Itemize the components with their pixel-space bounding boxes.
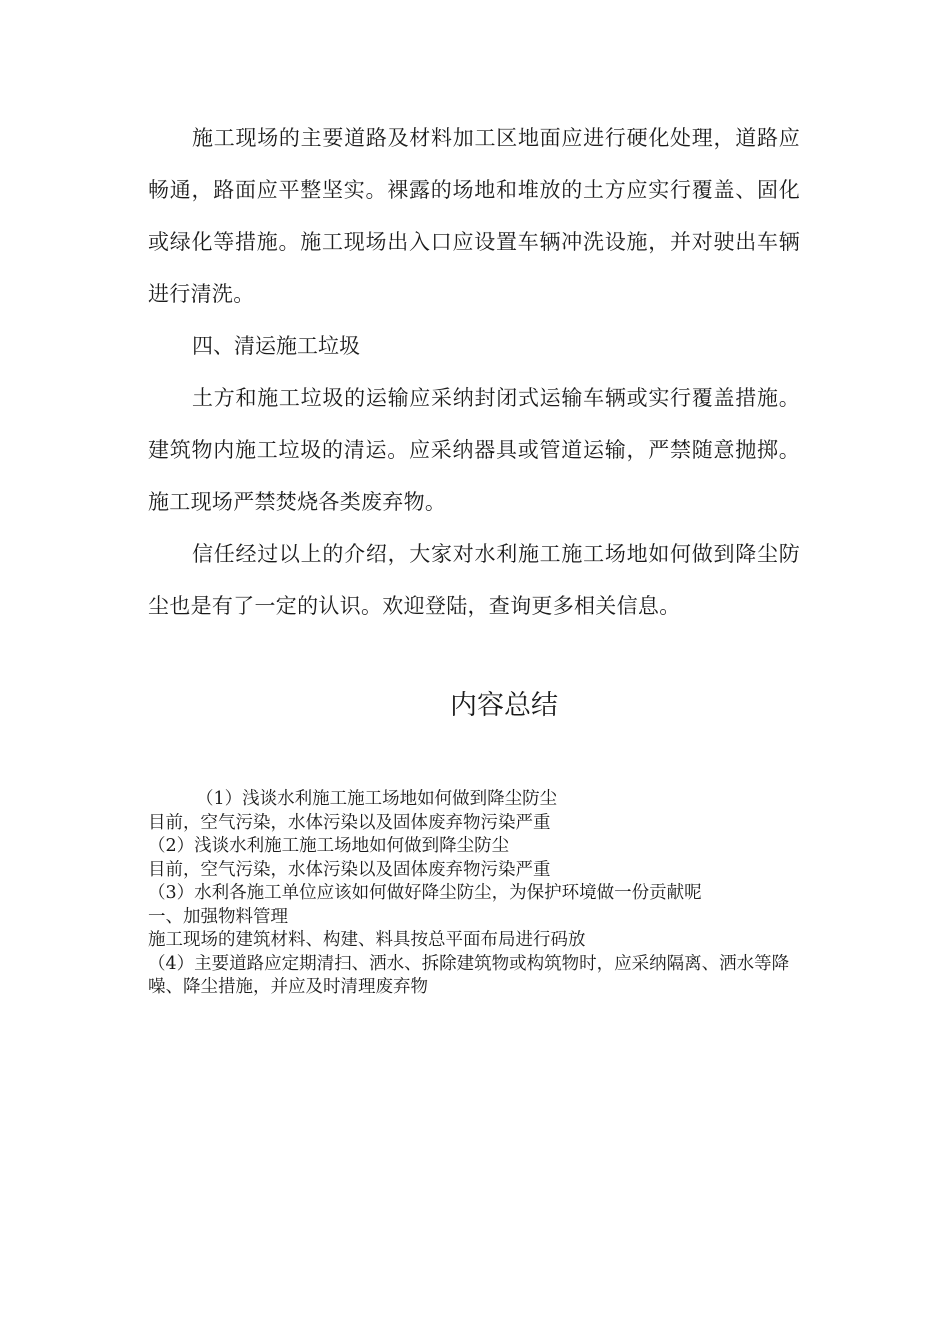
summary-title: 内容总结 [450, 690, 558, 721]
summary-line: （4）主要道路应定期清扫、洒水、拆除建筑物或构筑物时，应采纳隔离、洒水等降噪、降尘措施，并应及时清理废弃物 [148, 953, 790, 997]
paragraph-road-hardening: 施工现场的主要道路及材料加工区地面应进行硬化处理，道路应畅通，路面应平整坚实。裸露的场地和堆放的土方应实行覆盖、固化或绿化等措施。施工现场出入口应设置车辆冲洗设施，并对驶出车辆进行清洗。 [148, 126, 800, 306]
summary-line: （3）水利各施工单位应该如何做好降尘防尘，为保护环境做一份贡献呢 [148, 883, 702, 903]
summary-line: 一、加强物料管理 [148, 906, 288, 927]
summary-line: （2）浅谈水利施工施工场地如何做到降尘防尘 [148, 836, 510, 856]
paragraph-garbage-transport: 土方和施工垃圾的运输应采纳封闭式运输车辆或实行覆盖措施。建筑物内施工垃圾的清运。应采纳器具或管道运输，严禁随意抛掷。施工现场严禁焚烧各类废弃物。 [148, 386, 800, 514]
summary-line: 目前，空气污染，水体污染以及固体废弃物污染严重 [148, 859, 551, 880]
summary-block [148, 788, 800, 1000]
paragraph-closing: 信任经过以上的介绍，大家对水利施工施工场地如何做到降尘防尘也是有了一定的认识。欢迎登陆，查询更多相关信息。 [148, 542, 800, 618]
section-heading-garbage-removal: 四、清运施工垃圾 [192, 334, 360, 358]
summary-line: （1）浅谈水利施工施工场地如何做到降尘防尘 [196, 789, 558, 809]
summary-line: 目前，空气污染，水体污染以及固体废弃物污染严重 [148, 812, 551, 833]
summary-line: 施工现场的建筑材料、构建、料具按总平面布局进行码放 [148, 930, 586, 950]
